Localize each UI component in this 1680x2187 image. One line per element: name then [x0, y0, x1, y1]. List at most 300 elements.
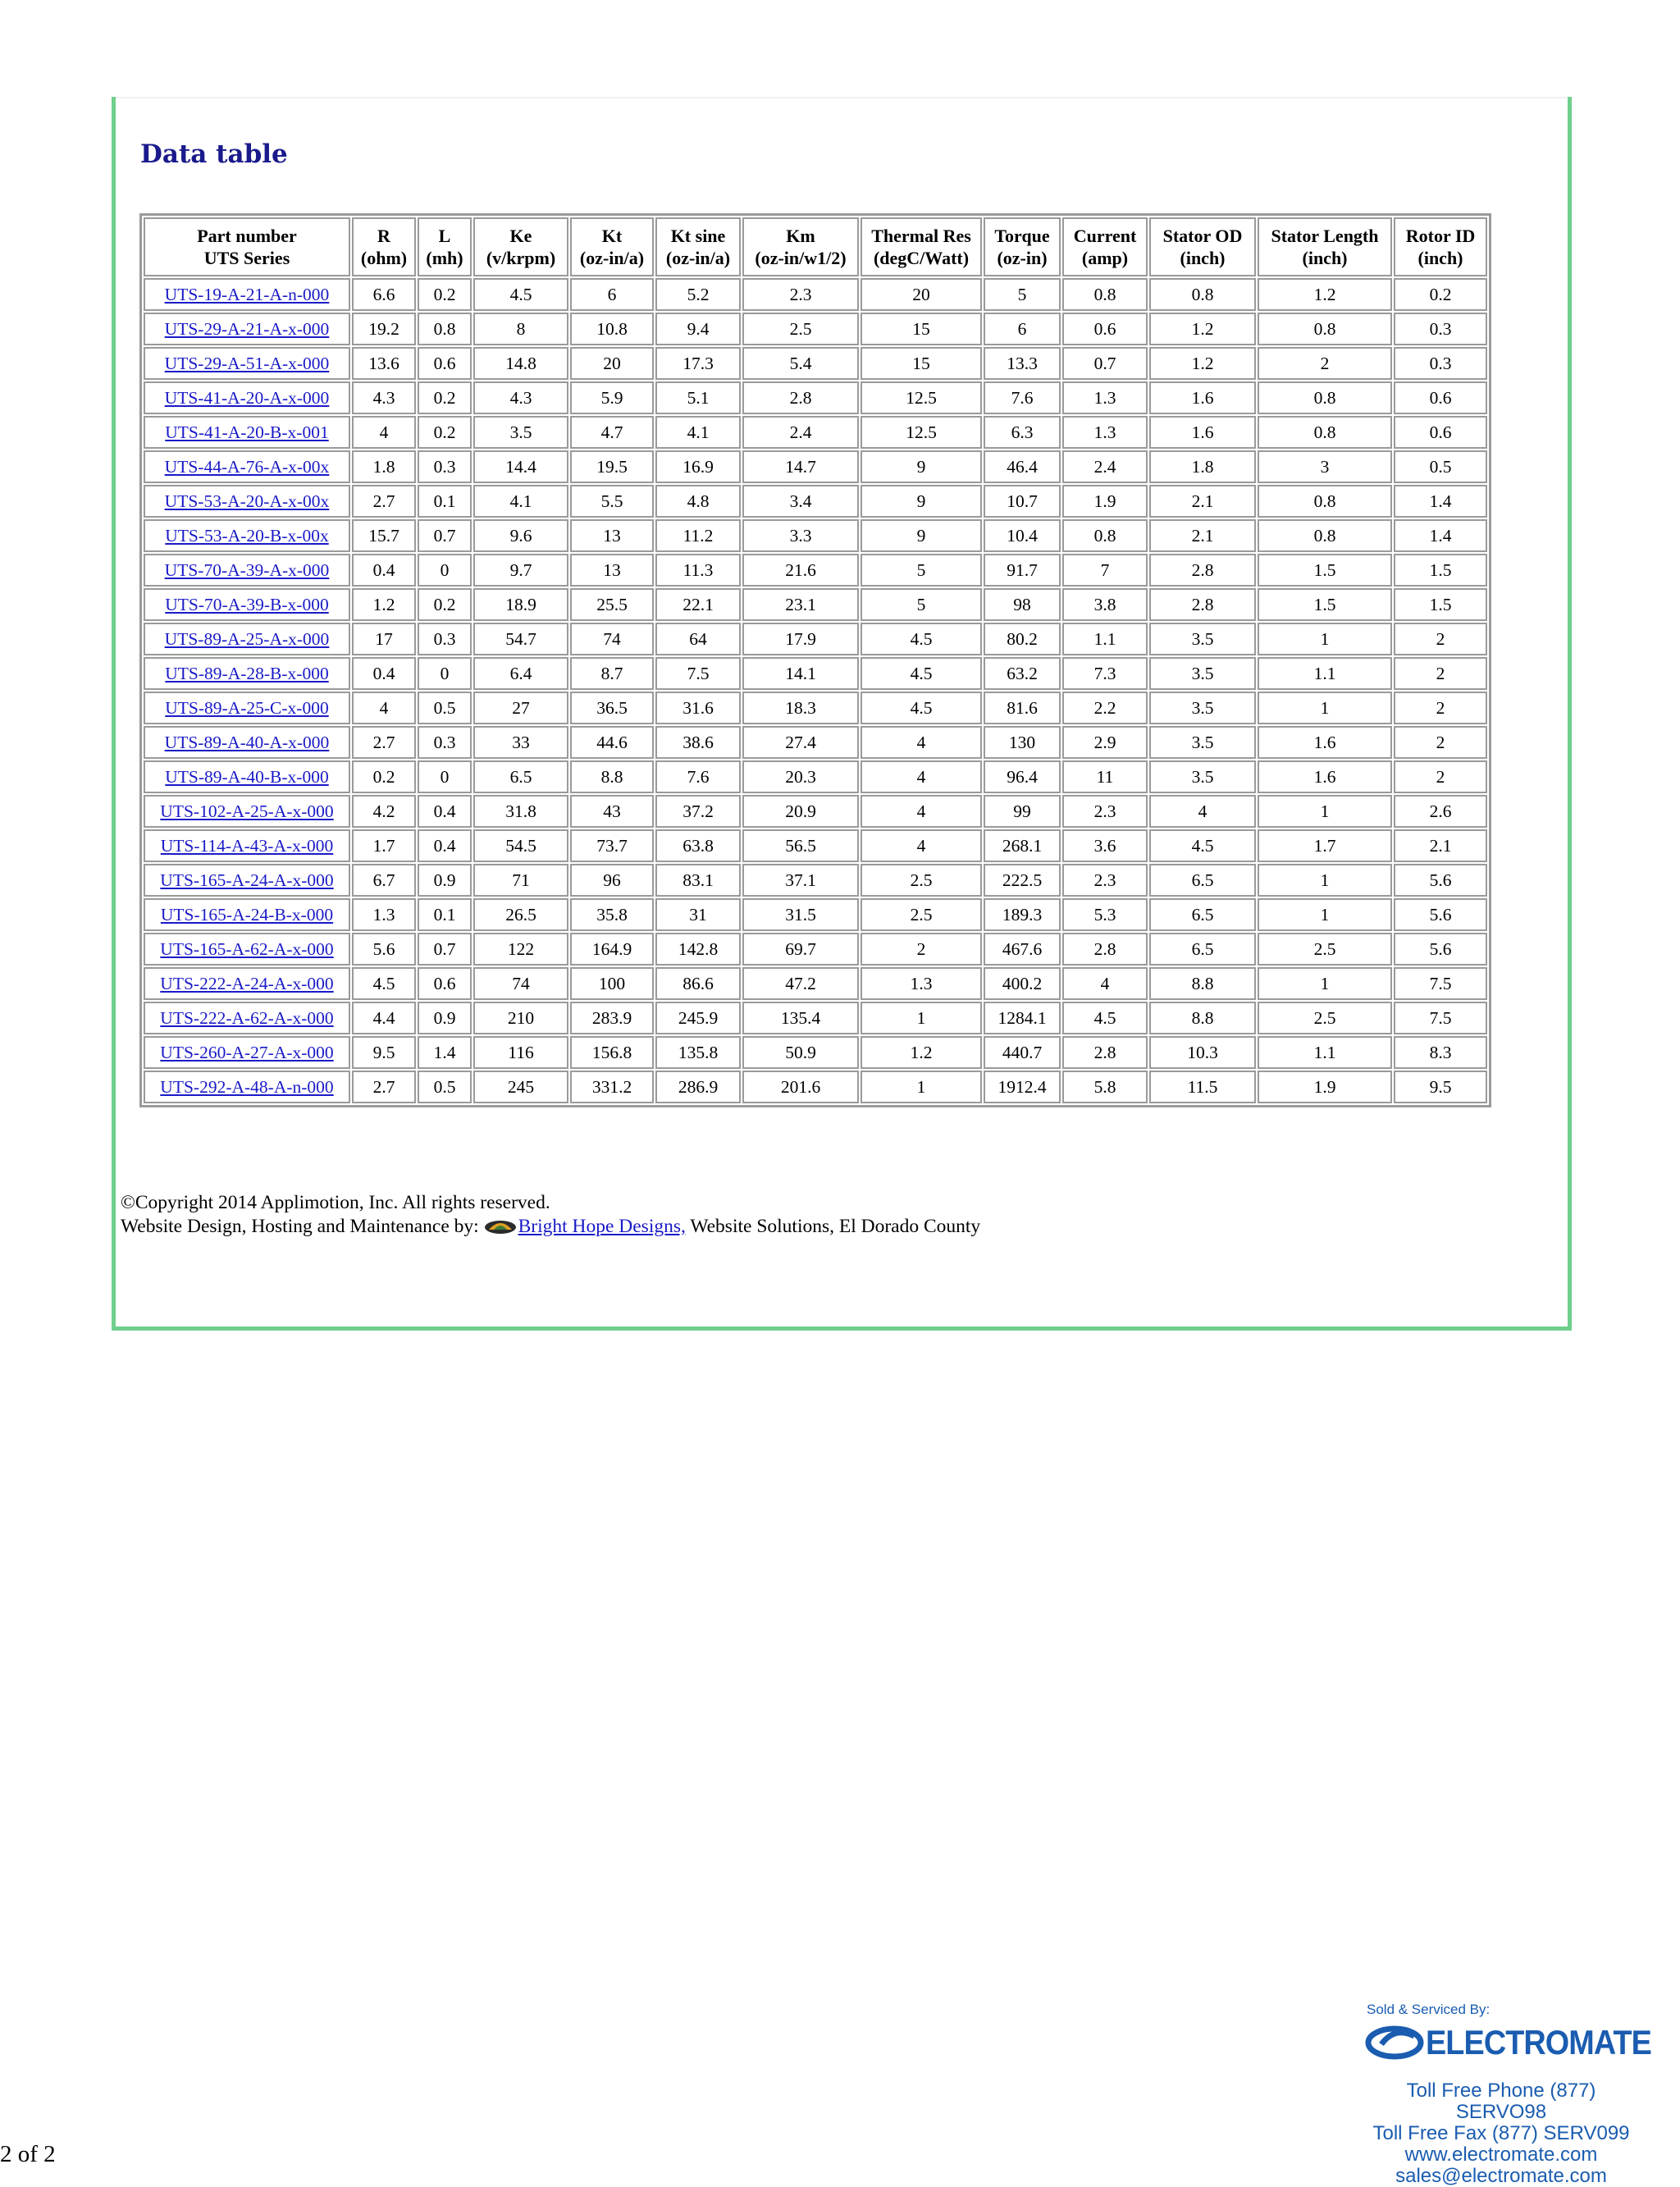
- cell-ke: 33: [473, 726, 568, 759]
- cell-km: 2.5: [742, 313, 859, 345]
- cell-l: 0.7: [418, 519, 472, 552]
- cell-stator-length: 2: [1258, 347, 1392, 380]
- cell-torque: 63.2: [984, 657, 1061, 690]
- cell-km: 14.7: [742, 450, 859, 483]
- cell-thermal-res: 4.5: [861, 657, 982, 690]
- cell-km: 2.8: [742, 381, 859, 414]
- cell-torque: 7.6: [984, 381, 1061, 414]
- cell-stator-length: 1: [1258, 692, 1392, 724]
- cell-stator-od: 6.5: [1149, 933, 1256, 966]
- cell-part-number: [144, 795, 350, 828]
- bright-hope-link[interactable]: Bright Hope Designs,: [518, 1216, 686, 1237]
- table-row: [144, 347, 1487, 380]
- cell-current: 2.9: [1062, 726, 1148, 759]
- cell-kt-sine: 286.9: [655, 1071, 741, 1103]
- header-line1: Ke: [509, 226, 532, 246]
- cell-thermal-res: 5: [861, 588, 982, 621]
- part-number-link[interactable]: UTS-89-A-28-B-x-000: [165, 663, 329, 683]
- header-line2: (inch): [1418, 248, 1463, 268]
- cell-kt: 164.9: [570, 933, 654, 966]
- cell-stator-length: 0.8: [1258, 485, 1392, 518]
- part-number-link[interactable]: UTS-41-A-20-B-x-001: [165, 422, 329, 442]
- footer: [121, 1191, 980, 1241]
- cell-ke: 4.1: [473, 485, 568, 518]
- website-text: www.electromate.com: [1404, 2144, 1598, 2166]
- cell-kt-sine: 38.6: [655, 726, 741, 759]
- cell-kt-sine: 16.9: [655, 450, 741, 483]
- cell-thermal-res: 1: [861, 1071, 982, 1103]
- table-row: [144, 588, 1487, 621]
- cell-l: 1.4: [418, 1036, 472, 1069]
- cell-r: 2.7: [352, 1071, 416, 1103]
- cell-stator-od: 8.8: [1149, 1002, 1256, 1034]
- electromate-badge: [1362, 2002, 1657, 2187]
- cell-thermal-res: 12.5: [861, 416, 982, 449]
- cell-l: 0.3: [418, 726, 472, 759]
- cell-stator-od: 2.1: [1149, 485, 1256, 518]
- header-r: [352, 217, 416, 276]
- part-number-link[interactable]: UTS-19-A-21-A-n-000: [164, 284, 330, 304]
- header-ke: [473, 217, 568, 276]
- table-row: [144, 864, 1487, 897]
- cell-current: 2.8: [1062, 1036, 1148, 1069]
- sold-by-label: Sold & Serviced By:: [1367, 2002, 1491, 2017]
- table-row: [144, 450, 1487, 483]
- cell-ke: 31.8: [473, 795, 568, 828]
- cell-kt: 156.8: [570, 1036, 654, 1069]
- cell-km: 2.3: [742, 278, 859, 311]
- cell-l: 0.6: [418, 347, 472, 380]
- part-number-link[interactable]: UTS-89-A-25-A-x-000: [164, 628, 330, 649]
- cell-km: 3.3: [742, 519, 859, 552]
- cell-ke: 71: [473, 864, 568, 897]
- fax-text: Toll Free Fax (877) SERV099: [1372, 2122, 1630, 2144]
- cell-current: 0.7: [1062, 347, 1148, 380]
- header-line1: Torque: [994, 226, 1050, 246]
- cell-km: 21.6: [742, 554, 859, 587]
- cell-thermal-res: 4.5: [861, 623, 982, 655]
- cell-torque: 91.7: [984, 554, 1061, 587]
- cell-current: 7: [1062, 554, 1148, 587]
- cell-torque: 268.1: [984, 829, 1061, 862]
- part-number-link[interactable]: UTS-165-A-62-A-x-000: [160, 938, 334, 959]
- cell-current: 1.1: [1062, 623, 1148, 655]
- cell-rotor-id: 7.5: [1394, 967, 1487, 1000]
- cell-thermal-res: 2.5: [861, 898, 982, 931]
- cell-l: 0.2: [418, 381, 472, 414]
- cell-thermal-res: 1.2: [861, 1036, 982, 1069]
- header-line1: Stator Length: [1271, 226, 1379, 246]
- cell-stator-od: 0.8: [1149, 278, 1256, 311]
- cell-stator-od: 2.1: [1149, 519, 1256, 552]
- cell-ke: 4.5: [473, 278, 568, 311]
- part-number-link[interactable]: UTS-89-A-40-A-x-000: [164, 732, 330, 752]
- cell-thermal-res: 4.5: [861, 692, 982, 724]
- part-number-link[interactable]: UTS-102-A-25-A-x-000: [160, 801, 334, 821]
- cell-kt-sine: 4.1: [655, 416, 741, 449]
- cell-ke: 9.7: [473, 554, 568, 587]
- cell-part-number: [144, 519, 350, 552]
- cell-stator-od: 4.5: [1149, 829, 1256, 862]
- header-line1: Km: [786, 226, 815, 246]
- cell-l: 0: [418, 760, 472, 793]
- cell-rotor-id: 7.5: [1394, 1002, 1487, 1034]
- cell-stator-od: 4: [1149, 795, 1256, 828]
- header-km: [742, 217, 859, 276]
- header-line2: (v/krpm): [486, 248, 556, 268]
- table-row: [144, 381, 1487, 414]
- cell-km: 23.1: [742, 588, 859, 621]
- cell-rotor-id: 9.5: [1394, 1071, 1487, 1103]
- header-l: [418, 217, 472, 276]
- cell-r: 2.7: [352, 485, 416, 518]
- part-number-link[interactable]: UTS-222-A-62-A-x-000: [160, 1007, 334, 1028]
- cell-ke: 18.9: [473, 588, 568, 621]
- cell-torque: 46.4: [984, 450, 1061, 483]
- cell-thermal-res: 2: [861, 933, 982, 966]
- phone-text: Toll Free Phone (877) SERVO98: [1406, 2080, 1596, 2123]
- header-line2: (mh): [426, 248, 463, 268]
- cell-rotor-id: 0.6: [1394, 381, 1487, 414]
- cell-kt: 100: [570, 967, 654, 1000]
- cell-r: 4.3: [352, 381, 416, 414]
- header-line1: Rotor ID: [1405, 226, 1476, 246]
- cell-stator-length: 2.5: [1258, 1002, 1392, 1034]
- cell-stator-od: 3.5: [1149, 726, 1256, 759]
- cell-ke: 26.5: [473, 898, 568, 931]
- cell-km: 31.5: [742, 898, 859, 931]
- cell-part-number: [144, 898, 350, 931]
- cell-kt-sine: 63.8: [655, 829, 741, 862]
- cell-torque: 81.6: [984, 692, 1061, 724]
- cell-l: 0.1: [418, 898, 472, 931]
- cell-kt-sine: 37.2: [655, 795, 741, 828]
- cell-ke: 8: [473, 313, 568, 345]
- cell-r: 4.2: [352, 795, 416, 828]
- cell-rotor-id: 8.3: [1394, 1036, 1487, 1069]
- cell-stator-length: 1: [1258, 967, 1392, 1000]
- cell-thermal-res: 9: [861, 485, 982, 518]
- cell-current: 5.3: [1062, 898, 1148, 931]
- part-number-link[interactable]: UTS-29-A-21-A-x-000: [164, 318, 330, 339]
- cell-part-number: [144, 278, 350, 311]
- cell-kt-sine: 31: [655, 898, 741, 931]
- header-kt: [570, 217, 654, 276]
- table-row: [144, 1071, 1487, 1103]
- cell-l: 0.2: [418, 416, 472, 449]
- cell-r: 13.6: [352, 347, 416, 380]
- header-line1: R: [377, 226, 390, 246]
- part-number-link[interactable]: UTS-44-A-76-A-x-00x: [164, 456, 330, 477]
- header-line1: Part number: [197, 226, 297, 246]
- cell-l: 0: [418, 657, 472, 690]
- part-number-link[interactable]: UTS-70-A-39-B-x-000: [165, 594, 329, 614]
- table-row: [144, 1036, 1487, 1069]
- header-current: [1062, 217, 1148, 276]
- cell-stator-length: 1: [1258, 623, 1392, 655]
- cell-l: 0.4: [418, 795, 472, 828]
- header-line2: (amp): [1081, 248, 1129, 268]
- cell-km: 135.4: [742, 1002, 859, 1034]
- cell-kt: 331.2: [570, 1071, 654, 1103]
- header-line1: Current: [1073, 226, 1137, 246]
- cell-kt-sine: 135.8: [655, 1036, 741, 1069]
- header-thermal-res: [861, 217, 982, 276]
- header-stator-length: [1258, 217, 1392, 276]
- table-row: [144, 519, 1487, 552]
- cell-km: 3.4: [742, 485, 859, 518]
- cell-torque: 99: [984, 795, 1061, 828]
- part-number-link[interactable]: UTS-89-A-40-B-x-000: [165, 766, 329, 787]
- cell-part-number: [144, 485, 350, 518]
- cell-kt-sine: 86.6: [655, 967, 741, 1000]
- cell-ke: 3.5: [473, 416, 568, 449]
- header-line2: (ohm): [360, 248, 408, 268]
- cell-r: 4: [352, 416, 416, 449]
- cell-stator-length: 1.6: [1258, 726, 1392, 759]
- cell-kt: 8.8: [570, 760, 654, 793]
- cell-torque: 10.4: [984, 519, 1061, 552]
- cell-current: 5.8: [1062, 1071, 1148, 1103]
- cell-current: 2.4: [1062, 450, 1148, 483]
- cell-km: 47.2: [742, 967, 859, 1000]
- cell-stator-length: 0.8: [1258, 313, 1392, 345]
- cell-current: 2.8: [1062, 933, 1148, 966]
- section-title: Data table: [140, 139, 288, 169]
- cell-ke: 74: [473, 967, 568, 1000]
- cell-current: 11: [1062, 760, 1148, 793]
- header-rotor-id: [1394, 217, 1487, 276]
- cell-r: 0.2: [352, 760, 416, 793]
- cell-km: 27.4: [742, 726, 859, 759]
- cell-current: 7.3: [1062, 657, 1148, 690]
- cell-l: 0.6: [418, 967, 472, 1000]
- cell-kt: 96: [570, 864, 654, 897]
- cell-kt-sine: 5.1: [655, 381, 741, 414]
- cell-kt-sine: 31.6: [655, 692, 741, 724]
- header-line1: L: [438, 226, 451, 246]
- cell-stator-od: 8.8: [1149, 967, 1256, 1000]
- cell-ke: 14.4: [473, 450, 568, 483]
- cell-kt: 13: [570, 519, 654, 552]
- cell-stator-od: 2.8: [1149, 554, 1256, 587]
- cell-torque: 96.4: [984, 760, 1061, 793]
- cell-l: 0.9: [418, 864, 472, 897]
- cell-stator-od: 3.5: [1149, 657, 1256, 690]
- cell-kt: 74: [570, 623, 654, 655]
- cell-kt-sine: 17.3: [655, 347, 741, 380]
- cell-current: 2.3: [1062, 864, 1148, 897]
- header-line2: (oz-in/a): [579, 248, 645, 268]
- cell-stator-od: 6.5: [1149, 864, 1256, 897]
- cell-thermal-res: 1: [861, 1002, 982, 1034]
- cell-part-number: [144, 623, 350, 655]
- part-number-link[interactable]: UTS-70-A-39-A-x-000: [164, 559, 330, 580]
- cell-rotor-id: 0.3: [1394, 313, 1487, 345]
- cell-thermal-res: 5: [861, 554, 982, 587]
- cell-stator-length: 3: [1258, 450, 1392, 483]
- cell-part-number: [144, 657, 350, 690]
- table-body: [144, 278, 1487, 1103]
- table-row: [144, 657, 1487, 690]
- cell-kt-sine: 11.3: [655, 554, 741, 587]
- header-line2: (oz-in): [997, 248, 1048, 268]
- cell-stator-od: 6.5: [1149, 898, 1256, 931]
- cell-torque: 13.3: [984, 347, 1061, 380]
- cell-kt: 5.5: [570, 485, 654, 518]
- cell-l: 0.9: [418, 1002, 472, 1034]
- cell-rotor-id: 1.4: [1394, 519, 1487, 552]
- cell-part-number: [144, 313, 350, 345]
- part-number-link[interactable]: UTS-165-A-24-B-x-000: [160, 904, 334, 925]
- cell-rotor-id: 2: [1394, 692, 1487, 724]
- cell-km: 18.3: [742, 692, 859, 724]
- cell-part-number: [144, 416, 350, 449]
- cell-stator-od: 3.5: [1149, 760, 1256, 793]
- cell-current: 1.3: [1062, 381, 1148, 414]
- cell-kt-sine: 7.5: [655, 657, 741, 690]
- cell-stator-length: 0.8: [1258, 519, 1392, 552]
- cell-km: 37.1: [742, 864, 859, 897]
- cell-r: 9.5: [352, 1036, 416, 1069]
- cell-l: 0.4: [418, 829, 472, 862]
- page-number: 2 of 2: [0, 2141, 56, 2167]
- cell-km: 14.1: [742, 657, 859, 690]
- part-number-link[interactable]: UTS-114-A-43-A-x-000: [160, 835, 334, 856]
- table-row: [144, 313, 1487, 345]
- cell-thermal-res: 2.5: [861, 864, 982, 897]
- part-number-link[interactable]: UTS-53-A-20-B-x-00x: [165, 525, 329, 546]
- cell-kt-sine: 11.2: [655, 519, 741, 552]
- cell-ke: 9.6: [473, 519, 568, 552]
- cell-kt-sine: 245.9: [655, 1002, 741, 1034]
- cell-rotor-id: 2: [1394, 657, 1487, 690]
- cell-current: 4: [1062, 967, 1148, 1000]
- cell-ke: 116: [473, 1036, 568, 1069]
- cell-kt: 10.8: [570, 313, 654, 345]
- cell-rotor-id: 2: [1394, 760, 1487, 793]
- cell-torque: 1284.1: [984, 1002, 1061, 1034]
- cell-stator-length: 1.9: [1258, 1071, 1392, 1103]
- electromate-logo: [1362, 2020, 1657, 2066]
- cell-r: 17: [352, 623, 416, 655]
- part-number-link[interactable]: UTS-29-A-51-A-x-000: [164, 353, 330, 373]
- cell-stator-od: 1.2: [1149, 313, 1256, 345]
- part-number-link[interactable]: UTS-89-A-25-C-x-000: [165, 697, 329, 718]
- cell-rotor-id: 0.2: [1394, 278, 1487, 311]
- cell-kt: 8.7: [570, 657, 654, 690]
- part-number-link[interactable]: UTS-292-A-48-A-n-000: [160, 1076, 334, 1097]
- cell-ke: 4.3: [473, 381, 568, 414]
- cell-r: 1.3: [352, 898, 416, 931]
- cell-stator-od: 3.5: [1149, 623, 1256, 655]
- cell-thermal-res: 9: [861, 450, 982, 483]
- cell-ke: 210: [473, 1002, 568, 1034]
- part-number-link[interactable]: UTS-41-A-20-A-x-000: [164, 387, 330, 408]
- cell-kt-sine: 22.1: [655, 588, 741, 621]
- header-kt-sine: [655, 217, 741, 276]
- cell-stator-od: 3.5: [1149, 692, 1256, 724]
- design-credit: [121, 1215, 980, 1241]
- cell-rotor-id: 5.6: [1394, 898, 1487, 931]
- cell-part-number: [144, 967, 350, 1000]
- cell-thermal-res: 4: [861, 795, 982, 828]
- part-number-link[interactable]: UTS-222-A-24-A-x-000: [160, 973, 334, 993]
- cell-l: 0.8: [418, 313, 472, 345]
- table-row: [144, 898, 1487, 931]
- cell-thermal-res: 4: [861, 726, 982, 759]
- cell-stator-length: 1.5: [1258, 588, 1392, 621]
- header-line2: (degC/Watt): [873, 248, 970, 268]
- cell-current: 4.5: [1062, 1002, 1148, 1034]
- part-number-link[interactable]: UTS-53-A-20-A-x-00x: [164, 491, 330, 511]
- header-line2: (oz-in/w1/2): [755, 248, 847, 268]
- cell-part-number: [144, 692, 350, 724]
- cell-stator-od: 1.8: [1149, 450, 1256, 483]
- cell-stator-length: 2.5: [1258, 933, 1392, 966]
- cell-kt: 5.9: [570, 381, 654, 414]
- cell-thermal-res: 4: [861, 760, 982, 793]
- cell-kt: 73.7: [570, 829, 654, 862]
- table-header-row: [144, 217, 1487, 276]
- header-line1: Kt: [601, 226, 623, 246]
- cell-kt: 6: [570, 278, 654, 311]
- table-row: [144, 967, 1487, 1000]
- cell-thermal-res: 4: [861, 829, 982, 862]
- cell-current: 1.9: [1062, 485, 1148, 518]
- cell-torque: 6: [984, 313, 1061, 345]
- table-row: [144, 623, 1487, 655]
- table-row: [144, 1002, 1487, 1034]
- cell-torque: 98: [984, 588, 1061, 621]
- cell-rotor-id: 2.1: [1394, 829, 1487, 862]
- table-row: [144, 829, 1487, 862]
- cell-kt: 283.9: [570, 1002, 654, 1034]
- cell-kt-sine: 5.2: [655, 278, 741, 311]
- header-line2: (oz-in/a): [665, 248, 731, 268]
- cell-rotor-id: 1.5: [1394, 588, 1487, 621]
- cell-torque: 189.3: [984, 898, 1061, 931]
- cell-current: 3.8: [1062, 588, 1148, 621]
- part-number-link[interactable]: UTS-260-A-27-A-x-000: [160, 1042, 334, 1062]
- cell-torque: 5: [984, 278, 1061, 311]
- cell-rotor-id: 2: [1394, 726, 1487, 759]
- cell-rotor-id: 5.6: [1394, 933, 1487, 966]
- cell-rotor-id: 1.4: [1394, 485, 1487, 518]
- cell-r: 4.4: [352, 1002, 416, 1034]
- table-row: [144, 554, 1487, 587]
- cell-kt: 43: [570, 795, 654, 828]
- cell-thermal-res: 1.3: [861, 967, 982, 1000]
- cell-current: 2.2: [1062, 692, 1148, 724]
- cell-stator-od: 1.6: [1149, 381, 1256, 414]
- cell-l: 0: [418, 554, 472, 587]
- header-line2: (inch): [1302, 248, 1348, 268]
- cell-ke: 122: [473, 933, 568, 966]
- cell-l: 0.3: [418, 450, 472, 483]
- header-torque: [984, 217, 1061, 276]
- copyright-text: ©Copyright 2014 Applimotion, Inc. All rights reserved.: [121, 1192, 550, 1213]
- part-number-link[interactable]: UTS-165-A-24-A-x-000: [160, 870, 334, 890]
- cell-stator-length: 1.1: [1258, 1036, 1392, 1069]
- cell-part-number: [144, 381, 350, 414]
- cell-current: 2.3: [1062, 795, 1148, 828]
- cell-part-number: [144, 1071, 350, 1103]
- cell-r: 1.7: [352, 829, 416, 862]
- table-row: [144, 416, 1487, 449]
- cell-r: 4.5: [352, 967, 416, 1000]
- cell-kt: 4.7: [570, 416, 654, 449]
